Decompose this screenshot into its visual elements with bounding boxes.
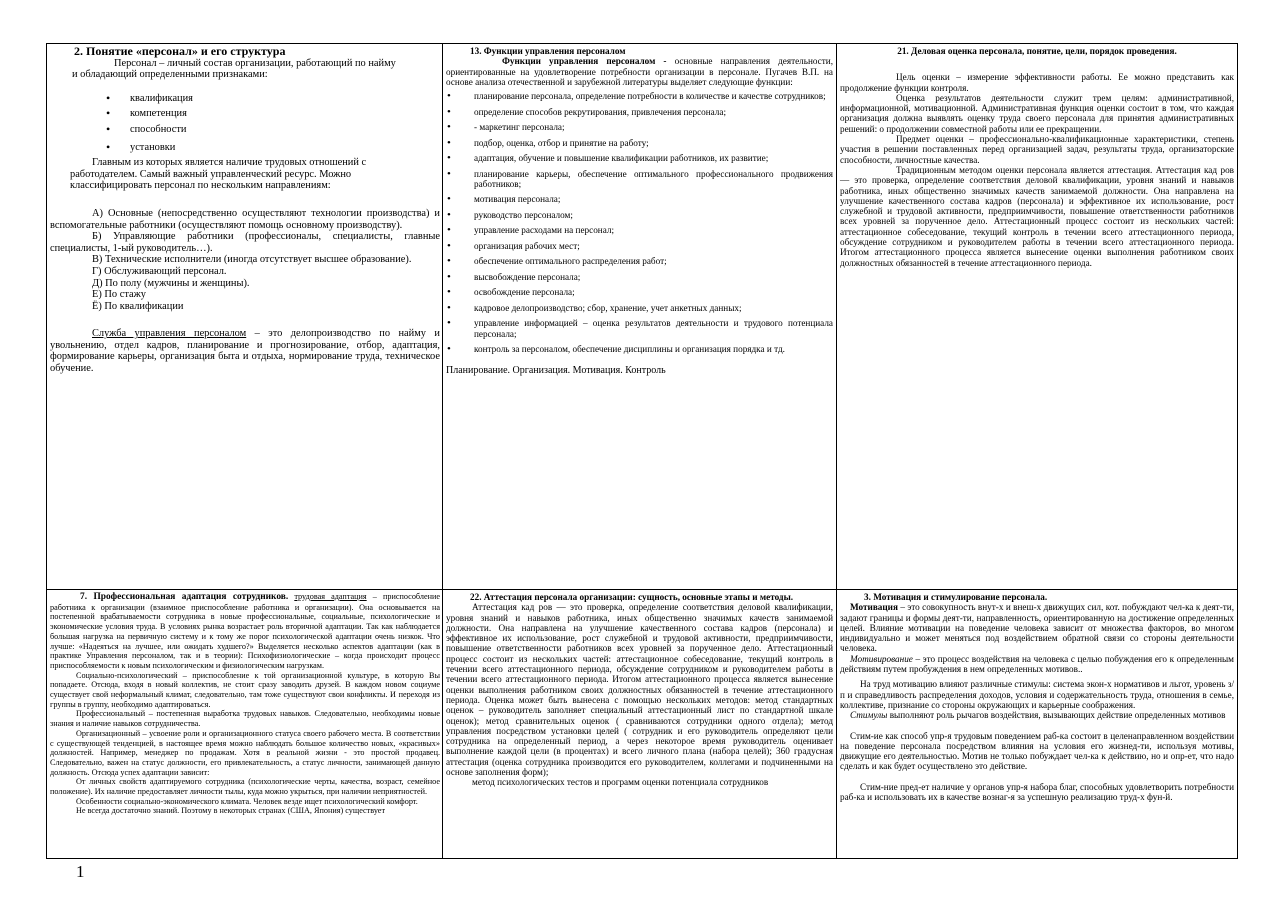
definition-text: основные направления деятельности, ориентированные на удовлетворение потребности организации в персонале. Пугачев В.П. на основе анализа отечественной и зарубежной литературы выделяет следующие функции: (446, 56, 833, 87)
paragraph: Цель оценки – измерение эффективности работы. Ее можно представить как продолжение функции контроля. (840, 72, 1234, 93)
class-e: Е) По стажу (92, 289, 146, 301)
list-item: • способности (130, 124, 440, 136)
list-item: • мотивация персонала; (474, 194, 833, 204)
list-item: • установки (130, 142, 440, 154)
row-divider (47, 589, 1237, 590)
motivation-term: Мотивация (850, 602, 898, 613)
stimuli-text: выполняют роль рычагов воздействия, вызывающих действие определенных мотивов (887, 710, 1226, 721)
list-item: • обеспечение оптимального распределения работ; (474, 256, 833, 266)
list-item: • адаптация, обучение и повышение квалификации работников, их развитие; (474, 153, 833, 163)
paragraph (840, 654, 1234, 675)
adaptation-text: – приспособление работника к организации (взаимное приспособление работника и организации). Она основывается на постепенной врабатываемости сотрудника в новые профессиональные, социальные, психологические и экономические условия труда. В условиях рынка возрастает роль вторичной адаптации. Так как наблюдается большая нагрузка на первичную систему и к тому же порог психологической адаптации очень низкок. Что лучше: «Надеяться на лучшее, или ожидать худшего?» Выделяется несколько аспектов адаптации (как в практике Управления персоналом, так и в теории): Психофизиологические – когда происходит процесс приспособляемости к новым психологическим и физиологическим нагрузкам. (50, 592, 440, 670)
cell-personnel-structure (47, 45, 443, 589)
paragraph: На труд мотивацию влияют различные стимулы: система экон-х нормативов и льгот, уровень з/п и справедливость распределения доходов, условия и содержательность труда, отношения в семье, коллективе, признание со стороны окружающих и карьерные соображения. (840, 679, 1234, 710)
paragraph: Социально-психологический – приспособление к той организационной культуре, в которую Вы попадаете. Отсюда, входя в новый коллектив, не стоит сразу заводить друзей. В каждом новом социуме существует свой неформальный климат, следовательно, там тоже существуют свои конфликты. И переходя из группы в группу, необходимо адаптироваться. (50, 670, 440, 709)
class-d: Д) По полу (мужчины и женщины). (92, 277, 250, 289)
section-title: 2. Понятие «персонал» и его структура (74, 45, 286, 58)
motivation-text: – это совокупность внут-х и внеш-х движущих сил, кот. побуждают чел-ка к деят-ти, задают границы и формы деят-ти, направленность, ориентированную на достижение определенных целей. Влияние мотивации на поведение человека зависит от множества факторов, во многом индивидуально и может меняться под воздействием обратной связи со стороны деятельности человека. (840, 602, 1234, 654)
section-title: 13. Функции управления персоналом (470, 46, 626, 56)
paragraph: Предмет оценки – профессионально-квалификационные характеристики, степень участия в решении поставленных перед организацией задач, результаты труда, организаторские способности, личностные качества. (840, 134, 1234, 165)
section-title: 3. Мотивация и стимулирование персонала. (864, 592, 1048, 602)
section-title: 7. Профессиональная адаптация сотрудников. (80, 592, 289, 602)
class-b: Б) Управляющие работники (профессионалы, специалисты, главные специалисты, 1-ый руководитель…). (50, 231, 440, 254)
paragraph (840, 602, 1234, 653)
list-item: • освобождение персонала; (474, 287, 833, 297)
class-yo: Ё) По квалификации (92, 300, 184, 312)
section-title: 21. Деловая оценка персонала, понятие, цели, порядок проведения. (897, 46, 1177, 56)
paragraph: Аттестация кад ров — это проверка, определение соответствия деловой квалификации, уровня знаний и навыков работника, иных общественно значимых качеств занимаемой должности. Она направлена на улучшение качественного состава кадров (персонала) и эффективное их использование, рост служебной и трудовой активности, предприимчивости, повышение ответственности работников всех уровней за порученное дело. Аттестационный процесс состоит из нескольких частей: аттестационное собеседование, текущий контроль в течении всего аттестационного периода, обсуждение сотрудником и руководителем работы в течении всего аттестационного периода. Итогом аттестационного процесса является вынесение оценки выполнения работником своих должностных обязанностей в течение аттестационного периода. Оценка может быть вынесена с помощью нескольких методов: метод стандартных оценок – руководитель заполняет специальный аттестационный лист по стандартной шкале оценок); метод сравнительных оценок ( сравниваются сотрудники одного отдела); метод управления посредством установки целей ( сотрудник и его руководитель определяют цели сотрудника на определенный период, а через некоторое время руководитель оценивает выполнение каждой цели (в процентах) и всего личного плана (набора целей); 360 градусная аттестация (оценка сотрудника производится его руководителем, коллегами и подчиненными на основе заполнения форм); (446, 602, 833, 778)
cell-hr-functions (443, 45, 836, 589)
summary: Планирование. Организация. Мотивация. Контроль (446, 365, 666, 377)
list-item: • контроль за персоналом, обеспечение дисциплины и организация порядка и тд. (474, 344, 833, 354)
paragraph: Профессиональный – постепенная выработка трудовых навыков. Следовательно, необходимы новые знания и наличие навыков сотрудничества. (50, 709, 440, 729)
page-number: 1 (76, 862, 85, 881)
paragraph (840, 710, 1234, 720)
cell-business-evaluation (837, 45, 1237, 589)
list-item: • кадровое делопроизводство; сбор, хранение, учет анкетных данных; (474, 303, 833, 313)
paragraph: Оценка результатов деятельности служит трем целям: административной, информационной, мотивационной. Административная функция оценки состоит в том, что каждая организация должна выявлять оценку труда своего персонала для принятия административных решений: о продолжении совместной работы или ее прекращении. (840, 92, 1234, 134)
paragraph: Традиционным методом оценки персонала является аттестация. Аттестация кад ров — это проверка, определение соответствия деловой квалификации, уровня знаний и навыков работника, иных общественно значимых качеств занимаемой должности. Она направлена на улучшение качественного состава кадров (персонала) и эффективное их использование, рост служебной и трудовой активности, предприимчивости, повышение ответственности работников всех уровней за порученное дело. Аттестационный процесс состоит из нескольких частей: аттестационное собеседование, текущий контроль в течении всего аттестационного периода, обсуждение сотрудником и руководителем работы в течении всего аттестационного периода. Итогом аттестационного процесса является вынесение оценки выполнения работником своих должностных обязанностей в течение аттестационного периода. (840, 164, 1234, 268)
service-definition (50, 328, 440, 374)
list-item: • компетенция (130, 108, 440, 120)
list-item: • планирование карьеры, обеспечение оптимального профессионального продвижения работников; (474, 169, 833, 190)
list-item: • организация рабочих мест; (474, 241, 833, 251)
section-title: 22. Аттестация персонала организации: сущность, основные этапы и методы. (470, 592, 794, 602)
class-a: А) Основные (непосредственно осуществляют технологии производства) и вспомогательные работники (осуществляют помощь основному производству). (50, 207, 440, 231)
list-item: • - маркетинг персонала; (474, 122, 833, 132)
list-item: • высвобождение персонала; (474, 272, 833, 282)
title-tail: трудовая адаптация (294, 592, 367, 601)
stimuli-term: Стимулы (850, 710, 888, 721)
definition (446, 56, 833, 87)
paragraph: Организационный – усвоение роли и организационного статуса своего рабочего места. В соответствии с существующей тенденцией, в настоящее время можно наблюдать большое количество новых, «красивых» должностей. Например, менеджер по продажам. Хотя в реальной жизни - это простой продавец. Следовательно, важен на статус должности, его привлекательность, а статус личности, занимающей данную должность. Отсюда успех адаптации зависит: (50, 728, 440, 777)
class-g: Г) Обслуживающий персонал. (92, 265, 227, 277)
paragraph: Не всегда достаточно знаний. Поэтому в некоторых странах (США, Япония) существует (76, 806, 386, 816)
list-item: • определение способов рекрутирования, привлечения персонала; (474, 107, 833, 117)
cell-adaptation (47, 591, 443, 859)
service-text: – это делопроизводство по найму и увольнению, отдел кадров, планирование и прогнозирование, отбор, адаптация, формирование карьеры, организация быта и отдыха, нормирование труда, техническое обучение. (50, 328, 440, 375)
list-item: • подбор, оценка, отбор и принятие на работу; (474, 138, 833, 148)
functions-list (446, 91, 833, 354)
paragraph: Стим-ие как способ упр-я трудовым поведением раб-ка состоит в целенаправленном воздействии на поведение персонала посредством влияния на условия его жизнед-ти, используя мотивы, движущие его деятельностью. Мотив не только побуждает чел-ка к действию, но и опр-ет, что надо сделать и как будет осуществлено это действие. (840, 730, 1234, 772)
service-term: Служба управления персоналом (92, 328, 247, 340)
list-item: • управление расходами на персонал; (474, 225, 833, 235)
outline-table (46, 43, 1238, 859)
cell-attestation (443, 591, 836, 859)
main-note: Главным из которых является наличие трудовых отношений с работодателем. Самый важный управленческий ресурс. Можно классифицировать персонал по нескольким направлениям: (70, 157, 367, 192)
intro-text: Персонал – личный состав организации, работающий по найму и обладающий определенными признаками: (72, 57, 396, 81)
class-v: В) Технические исполнители (иногда отсутствует высшее образование). (92, 254, 412, 266)
paragraph (50, 592, 440, 671)
paragraph: метод психологических тестов и программ оценки потенциала сотрудников (472, 777, 769, 788)
list-item: • руководство персоналом; (474, 210, 833, 220)
paragraph: Стим-ние пред-ет наличие у органов упр-я набора благ, способных удовлетворить потребности раб-ка и использовать их в качестве вознаг-я за успешную реализацию труд-х фун-й. (840, 781, 1234, 803)
paragraph: Особенности социально-экономического климата. Человек везде ищет психологический комфорт. (76, 796, 418, 806)
motivating-text: – это процесс воздействия на человека с целью побуждения его к определенным действиям путем пробуждения в нем определенных мотивов.. (840, 653, 1234, 675)
paragraph: От личных свойств адаптируемого сотрудника (психологические черты, качества, возраст, семейное положение). Их наличие предоставляет личности тылы, куда можно укрыться, при наличии неприятностей. (50, 777, 440, 797)
list-item: • управление информацией – оценка результатов деятельности и трудового потенциала персонала; (474, 318, 833, 339)
features-list (50, 93, 440, 153)
list-item: • квалификация (130, 93, 440, 105)
motivating-term: Мотивирование (850, 653, 913, 664)
definition-term: Функции управления персоналом - (502, 56, 667, 67)
list-item: • планирование персонала, определение потребности в количестве и качестве сотрудников; (474, 91, 833, 101)
cell-motivation (837, 591, 1237, 859)
